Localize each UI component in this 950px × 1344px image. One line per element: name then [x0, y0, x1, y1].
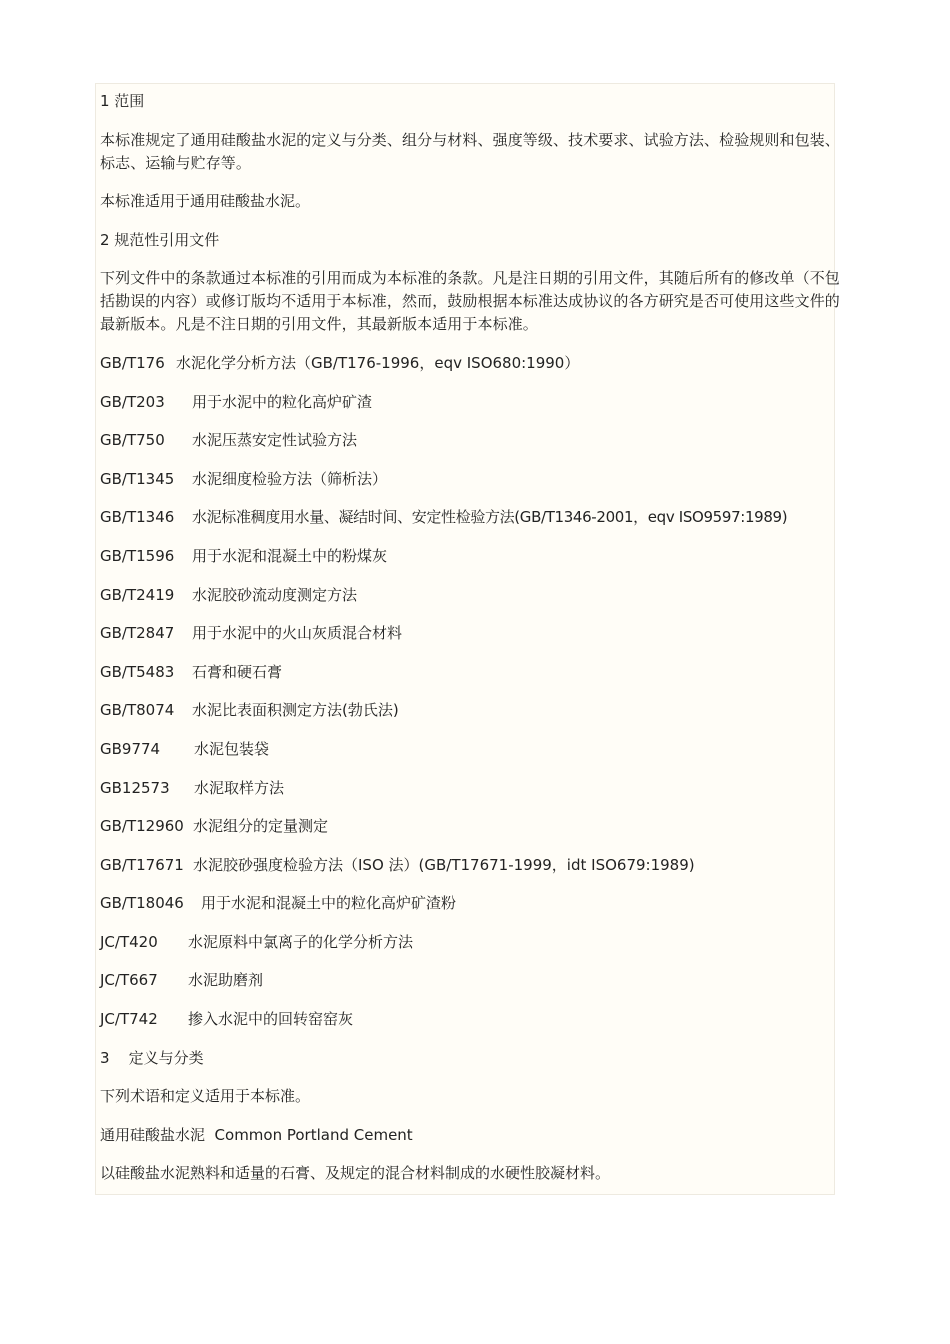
reference-title: 水泥组分的定量测定: [193, 817, 329, 836]
reference-code: GB/T2419: [100, 585, 175, 604]
reference-title: 水泥压蒸安定性试验方法: [192, 431, 358, 450]
reference-item: [100, 699, 842, 722]
reference-code: JC/T420: [100, 932, 158, 951]
reference-title: 用于水泥中的粒化高炉矿渣: [192, 392, 373, 411]
reference-code: GB/T12960: [100, 817, 184, 836]
reference-code: JC/T742: [100, 1010, 158, 1029]
reference-code: GB/T176: [100, 353, 165, 372]
reference-title: 用于水泥中的火山灰质混合材料: [192, 624, 403, 643]
reference-title: 用于水泥和混凝土中的粉煤灰: [192, 546, 388, 565]
reference-title: 石膏和硬石膏: [192, 662, 283, 681]
reference-code: GB/T18046: [100, 894, 184, 913]
reference-title: 水泥细度检验方法（筛析法）: [192, 469, 388, 488]
reference-code: GB12573: [100, 778, 170, 797]
reference-item: [100, 854, 842, 877]
reference-item: [100, 969, 842, 992]
scope-paragraph-1: 本标准规定了通用硅酸盐水泥的定义与分类、组分与材料、强度等级、技术要求、试验方法、检验规则和包装、标志、运输与贮存等。: [100, 130, 840, 172]
reference-item: [100, 506, 842, 529]
reference-code: GB/T5483: [100, 662, 175, 681]
reference-code: GB/T1596: [100, 546, 175, 565]
reference-title: 水泥包装袋: [194, 739, 270, 758]
reference-item: [100, 545, 842, 568]
reference-code: GB/T17671: [100, 855, 184, 874]
term-definition: 以硅酸盐水泥熟料和适量的石膏、及规定的混合材料制成的水硬性胶凝材料。: [100, 1164, 611, 1183]
reference-item: [100, 777, 842, 800]
reference-item: [100, 429, 842, 452]
reference-title: 水泥比表面积测定方法(勃氏法): [192, 701, 399, 720]
reference-item: [100, 352, 842, 375]
reference-code: JC/T667: [100, 971, 158, 990]
reference-item: [100, 815, 842, 838]
reference-title: 水泥化学分析方法（GB/T176-1996，eqv ISO680:1990）: [176, 353, 580, 372]
reference-title: 用于水泥和混凝土中的粒化高炉矿渣粉: [201, 894, 457, 913]
references-intro: 下列文件中的条款通过本标准的引用而成为本标准的条款。凡是注日期的引用文件，其随后所有的修改单（不包括勘误的内容）或修订版均不适用于本标准，然而，鼓励根据本标准达成协议的各方研究是否可使用这些文件的最新版本。凡是不注日期的引用文件，其最新版本适用于本标准。: [100, 269, 840, 334]
reference-title: 水泥取样方法: [194, 778, 285, 797]
document-body: [100, 90, 842, 1201]
term-heading: 通用硅酸盐水泥 Common Portland Cement: [100, 1125, 413, 1144]
reference-item: [100, 738, 842, 761]
reference-item: [100, 622, 842, 645]
section-3-heading: 3 定义与分类: [100, 1048, 204, 1067]
section-2-heading: 2 规范性引用文件: [100, 230, 220, 249]
reference-title: 水泥胶砂强度检验方法（ISO 法）(GB/T17671-1999，idt ISO679:1989): [193, 855, 695, 874]
section-1-heading: 1 范围: [100, 92, 145, 110]
reference-item: [100, 584, 842, 607]
reference-title: 水泥胶砂流动度测定方法: [192, 585, 358, 604]
reference-item: [100, 391, 842, 414]
reference-title: 水泥助磨剂: [188, 971, 264, 990]
reference-code: GB/T8074: [100, 701, 175, 720]
reference-title: 水泥标准稠度用水量、凝结时间、安定性检验方法(GB/T1346-2001，eqv ISO9597:1989): [192, 508, 788, 527]
reference-item: [100, 661, 842, 684]
reference-code: GB/T1345: [100, 469, 175, 488]
reference-item: [100, 468, 842, 491]
reference-item: [100, 931, 842, 954]
scope-paragraph-2: 本标准适用于通用硅酸盐水泥。: [100, 192, 311, 211]
reference-code: GB/T2847: [100, 624, 175, 643]
reference-item: [100, 1008, 842, 1031]
reference-code: GB9774: [100, 739, 161, 758]
reference-title: 掺入水泥中的回转窑窑灰: [188, 1010, 354, 1029]
definitions-intro: 下列术语和定义适用于本标准。: [100, 1087, 311, 1106]
reference-title: 水泥原料中氯离子的化学分析方法: [188, 932, 414, 951]
reference-code: GB/T203: [100, 392, 165, 411]
reference-code: GB/T1346: [100, 508, 175, 527]
reference-item: [100, 892, 842, 915]
reference-code: GB/T750: [100, 431, 165, 450]
